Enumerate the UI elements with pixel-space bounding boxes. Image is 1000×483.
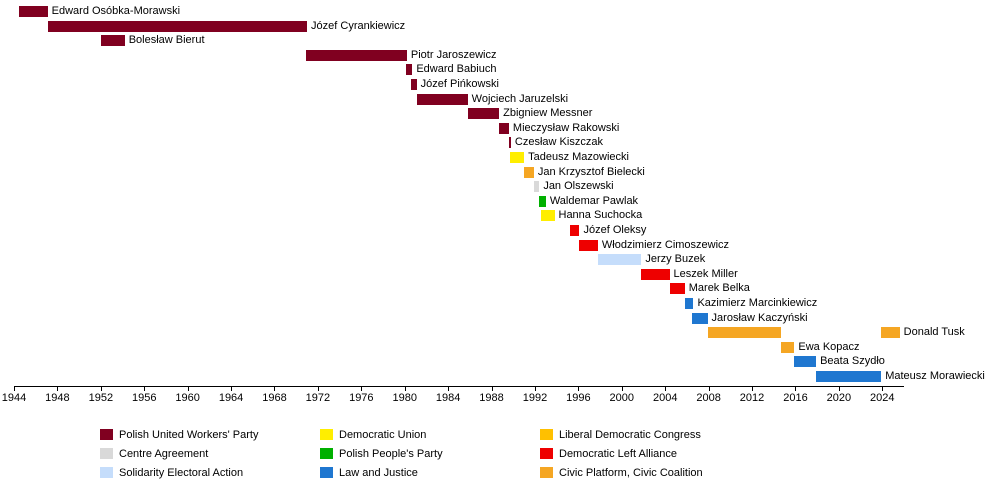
x-axis-tick-label: 1976 bbox=[349, 392, 374, 404]
x-axis-tick-label: 2016 bbox=[783, 392, 808, 404]
timeline-bar[interactable] bbox=[534, 181, 539, 192]
timeline-bar-row[interactable] bbox=[0, 371, 1000, 385]
x-axis-tick-label: 1952 bbox=[88, 392, 114, 404]
legend-swatch bbox=[540, 467, 553, 478]
timeline-bar-row[interactable] bbox=[0, 152, 1000, 166]
timeline-bar[interactable] bbox=[510, 152, 524, 163]
legend-label: Democratic Left Alliance bbox=[559, 447, 677, 460]
x-axis-tick bbox=[144, 386, 145, 391]
legend-swatch bbox=[540, 429, 553, 440]
timeline-bar[interactable] bbox=[48, 21, 307, 32]
x-axis-tick-label: 1964 bbox=[218, 392, 244, 404]
timeline-bar[interactable] bbox=[794, 356, 816, 367]
x-axis-tick-label: 2004 bbox=[652, 392, 678, 404]
legend-label: Democratic Union bbox=[339, 428, 427, 441]
timeline-bar-row[interactable] bbox=[0, 6, 1000, 20]
legend-label: Polish United Workers' Party bbox=[119, 428, 259, 441]
timeline-bar-label: Waldemar Pawlak bbox=[549, 194, 639, 207]
timeline-bar-label: Jarosław Kaczyński bbox=[711, 311, 808, 324]
legend-item[interactable] bbox=[320, 448, 540, 460]
timeline-bar-label: Tadeusz Mazowiecki bbox=[528, 151, 629, 163]
legend-label: Centre Agreement bbox=[119, 447, 209, 460]
timeline-bar-row[interactable] bbox=[0, 356, 1000, 370]
timeline-bar-label: Jerzy Buzek bbox=[645, 253, 706, 266]
timeline-bar-label: Włodzimierz Cimoszewicz bbox=[601, 238, 730, 251]
timeline-bar[interactable] bbox=[101, 35, 125, 46]
x-axis-tick-label: 1968 bbox=[262, 392, 287, 404]
timeline-bar-row[interactable] bbox=[0, 298, 1000, 312]
x-axis-tick bbox=[361, 386, 362, 391]
x-axis-tick-label: 1988 bbox=[479, 392, 504, 404]
legend-item[interactable] bbox=[100, 448, 320, 460]
timeline-bar-row[interactable] bbox=[0, 64, 1000, 78]
timeline-bar[interactable] bbox=[417, 94, 468, 105]
x-axis-tick bbox=[448, 386, 449, 391]
x-axis-tick-label: 2024 bbox=[870, 392, 895, 404]
legend-item[interactable] bbox=[320, 467, 540, 479]
x-axis-tick bbox=[231, 386, 232, 391]
timeline-bar[interactable] bbox=[468, 108, 499, 119]
x-axis-tick bbox=[318, 386, 319, 391]
legend-item[interactable] bbox=[320, 429, 540, 441]
timeline-bar[interactable] bbox=[406, 64, 413, 75]
timeline-bar[interactable] bbox=[499, 123, 509, 134]
timeline-bar[interactable] bbox=[524, 167, 534, 178]
timeline-bar-label: Józef Oleksy bbox=[583, 224, 647, 236]
timeline-bar[interactable] bbox=[539, 196, 546, 207]
x-axis-tick-label: 2020 bbox=[826, 392, 852, 404]
timeline-bar[interactable] bbox=[598, 254, 641, 265]
timeline-bar-label: Marek Belka bbox=[688, 282, 750, 295]
legend-swatch bbox=[100, 448, 113, 459]
timeline-bar[interactable] bbox=[306, 50, 407, 61]
x-axis-tick bbox=[57, 386, 58, 391]
x-axis-tick-label: 1948 bbox=[45, 392, 70, 404]
timeline-bar[interactable] bbox=[579, 240, 597, 251]
timeline-bar-row[interactable] bbox=[0, 254, 1000, 268]
x-axis-tick-label: 1944 bbox=[1, 392, 27, 404]
timeline-bar-label: Czesław Kiszczak bbox=[514, 136, 603, 149]
legend-label: Liberal Democratic Congress bbox=[559, 428, 701, 441]
x-axis-tick bbox=[535, 386, 536, 391]
x-axis-tick-label: 2008 bbox=[696, 392, 721, 404]
x-axis-tick bbox=[188, 386, 189, 391]
legend-swatch bbox=[100, 429, 113, 440]
timeline-bar-row[interactable] bbox=[0, 225, 1000, 239]
timeline-bar-label: Leszek Miller bbox=[673, 267, 738, 280]
timeline-bar-row[interactable] bbox=[0, 240, 1000, 254]
x-axis-tick bbox=[709, 386, 710, 391]
timeline-bar-label: Donald Tusk bbox=[903, 326, 965, 339]
timeline-bar[interactable] bbox=[509, 137, 511, 148]
timeline-bar[interactable] bbox=[19, 6, 47, 17]
timeline-bar-label: Józef Cyrankiewicz bbox=[311, 19, 406, 32]
timeline-bar-label: Beata Szydło bbox=[820, 355, 885, 368]
legend-label: Civic Platform, Civic Coalition bbox=[559, 466, 703, 479]
timeline-bar[interactable] bbox=[685, 298, 694, 309]
x-axis-tick bbox=[665, 386, 666, 391]
timeline-bar-row[interactable] bbox=[0, 35, 1000, 49]
timeline-bar-label: Józef Pińkowski bbox=[420, 78, 499, 90]
legend-swatch bbox=[320, 467, 333, 478]
legend-item[interactable] bbox=[540, 429, 770, 441]
x-axis-tick bbox=[578, 386, 579, 391]
legend-item[interactable] bbox=[100, 467, 320, 479]
timeline-bar-row[interactable] bbox=[0, 108, 1000, 122]
timeline-bar[interactable] bbox=[411, 79, 416, 90]
legend-label: Polish People's Party bbox=[339, 447, 443, 460]
timeline-bar[interactable] bbox=[570, 225, 580, 236]
timeline-bar-label: Edward Babiuch bbox=[416, 63, 497, 76]
timeline-bar-label: Mateusz Morawiecki bbox=[885, 370, 985, 382]
timeline-bar-label: Wojciech Jaruzelski bbox=[471, 92, 569, 105]
legend-item[interactable] bbox=[100, 429, 320, 441]
x-axis-tick-label: 1960 bbox=[175, 392, 200, 404]
x-axis-tick-label: 1992 bbox=[522, 392, 548, 404]
timeline-bar[interactable] bbox=[541, 210, 554, 221]
legend-swatch bbox=[100, 467, 113, 478]
x-axis-tick-label: 1956 bbox=[131, 392, 157, 404]
x-axis-tick bbox=[795, 386, 796, 391]
x-axis-tick bbox=[752, 386, 753, 391]
timeline-bar-label: Piotr Jaroszewicz bbox=[410, 48, 497, 61]
x-axis-tick bbox=[492, 386, 493, 391]
timeline-bar-label: Jan Krzysztof Bielecki bbox=[537, 165, 645, 178]
x-axis-line bbox=[14, 386, 904, 387]
timeline-bar-row[interactable] bbox=[0, 167, 1000, 181]
legend-label: Solidarity Electoral Action bbox=[119, 466, 244, 479]
timeline-bar-row[interactable] bbox=[0, 269, 1000, 283]
timeline-bar-label: Jan Olszewski bbox=[543, 180, 614, 193]
legend-swatch bbox=[320, 429, 333, 440]
timeline-bar-row[interactable] bbox=[0, 181, 1000, 195]
timeline-bar[interactable] bbox=[881, 327, 899, 338]
timeline-bar-label: Mieczysław Rakowski bbox=[512, 121, 620, 134]
x-axis-tick-label: 2000 bbox=[609, 392, 635, 404]
x-axis-tick bbox=[101, 386, 102, 391]
timeline-bar[interactable] bbox=[692, 313, 707, 324]
timeline-bar[interactable] bbox=[816, 371, 881, 382]
timeline-bar-label: Zbigniew Messner bbox=[503, 107, 593, 120]
timeline-bar-label: Ewa Kopacz bbox=[798, 340, 860, 353]
timeline-bar-row[interactable] bbox=[0, 50, 1000, 64]
timeline-bar-row[interactable] bbox=[0, 196, 1000, 210]
timeline-bar-label: Kazimierz Marcinkiewicz bbox=[697, 297, 818, 309]
legend-item[interactable] bbox=[540, 448, 770, 460]
timeline-bar[interactable] bbox=[670, 283, 685, 294]
timeline-bar-row[interactable] bbox=[0, 283, 1000, 297]
timeline-bar[interactable] bbox=[781, 342, 794, 353]
x-axis-tick-label: 1996 bbox=[566, 392, 591, 404]
legend-swatch bbox=[540, 448, 553, 459]
x-axis-tick bbox=[622, 386, 623, 391]
x-axis-tick bbox=[882, 386, 883, 391]
x-axis bbox=[0, 386, 1000, 416]
legend-label: Law and Justice bbox=[339, 466, 418, 479]
x-axis-tick bbox=[839, 386, 840, 391]
legend-item[interactable] bbox=[540, 467, 770, 479]
x-axis-tick-label: 1972 bbox=[305, 392, 331, 404]
x-axis-tick bbox=[274, 386, 275, 391]
x-axis-tick-label: 1984 bbox=[435, 392, 461, 404]
x-axis-tick-label: 1980 bbox=[392, 392, 417, 404]
x-axis-tick-label: 2012 bbox=[739, 392, 765, 404]
timeline-bar[interactable] bbox=[708, 327, 782, 338]
timeline-bar-row[interactable] bbox=[0, 210, 1000, 224]
timeline-bar-label: Edward Osóbka-Morawski bbox=[51, 5, 181, 17]
x-axis-tick bbox=[14, 386, 15, 391]
timeline-bar-row[interactable] bbox=[0, 94, 1000, 108]
timeline-bar-row[interactable] bbox=[0, 313, 1000, 327]
timeline-bar-label: Hanna Suchocka bbox=[558, 209, 643, 222]
chart-legend bbox=[100, 425, 900, 483]
legend-swatch bbox=[320, 448, 333, 459]
timeline-bar-label: Bolesław Bierut bbox=[128, 34, 205, 47]
x-axis-tick bbox=[405, 386, 406, 391]
timeline-bar[interactable] bbox=[641, 269, 669, 280]
timeline-bar-row[interactable] bbox=[0, 123, 1000, 137]
timeline-bar-row[interactable] bbox=[0, 137, 1000, 151]
